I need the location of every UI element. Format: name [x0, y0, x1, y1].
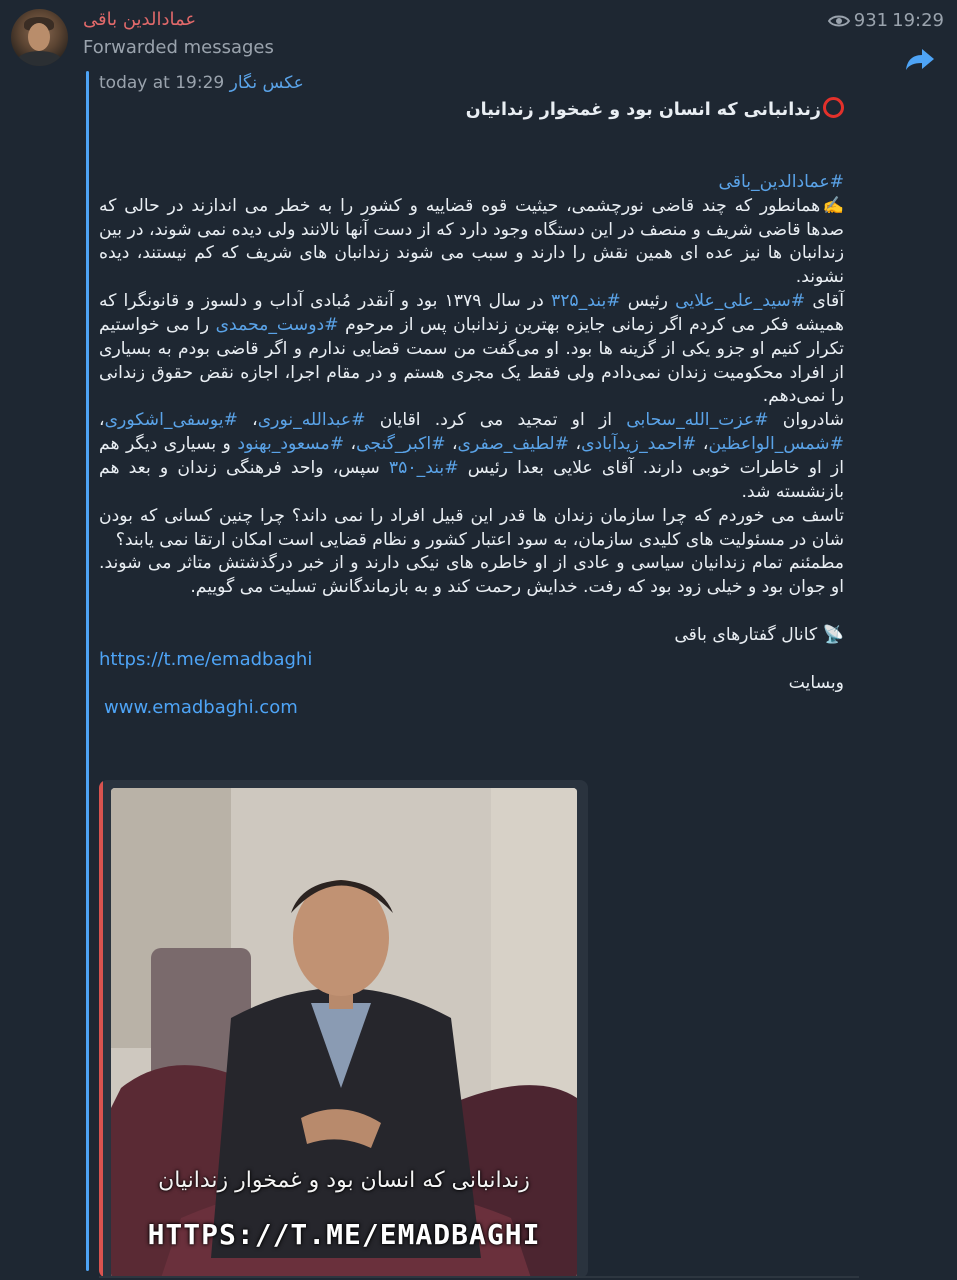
- media-card-strip: [99, 780, 103, 1278]
- post-title: زندانبانی که انسان بود و غمخوار زندانیان: [99, 97, 844, 123]
- media-preview-card[interactable]: [99, 780, 588, 1278]
- photo-illustration: [111, 788, 577, 1278]
- avatar-body: [17, 51, 62, 66]
- message-body: [99, 97, 844, 719]
- message-time: 19:29: [892, 10, 944, 31]
- hashtag[interactable]: #مسعود_بهنود: [237, 434, 345, 455]
- author-hashtag-line: [99, 171, 844, 195]
- paragraph-2: آقای #سید_علی_علایی رئیس #بند_۳۲۵ در سال ۱۳۷۹ بود و آنقدر مُبادی آداب و دلسوز و قانونگرا که همیشه فکر می کردم اگر زمانی جایزه بهترین زندانبان پس از مرحوم #دوست_محمدی را می خواستیم تکرار کنیم او جزو یکی از گزینه ها بود. او می‌گفت من سمت قضایی ندارم و اگر قاضی بودم به بسیاری از افراد محکومیت زندان نمی‌دادم ولی فقط یک مجری هستم و در مقام اجرا، اجازه نقض حقوق زندانی را نمی‌دهم.: [99, 291, 845, 407]
- hashtag[interactable]: #دوست_محمدی: [215, 314, 339, 335]
- hashtag[interactable]: #بند_۳۵۰: [388, 457, 459, 478]
- hashtag[interactable]: #اکبر_گنجی: [356, 434, 446, 455]
- hashtag[interactable]: #یوسفی_اشکوری: [104, 410, 238, 431]
- original-date: today at 19:29: [99, 73, 225, 93]
- photo-caption: زندانبانی که انسان بود و غمخوار زندانیان: [158, 1168, 530, 1193]
- hashtag[interactable]: #شمس_الواعظین: [708, 434, 844, 455]
- original-post-meta: [99, 73, 304, 93]
- hashtag[interactable]: #بند_۳۲۵: [550, 291, 621, 312]
- eye-icon: [828, 14, 850, 28]
- hashtag[interactable]: #عزت_الله_سحابی: [626, 410, 769, 431]
- share-forward-icon[interactable]: [905, 47, 935, 71]
- post-photo[interactable]: [111, 788, 577, 1278]
- hashtag[interactable]: #سید_علی_علایی: [675, 291, 806, 312]
- hashtag[interactable]: #احمد_زیدآبادی: [581, 434, 697, 455]
- message-meta: [828, 10, 944, 31]
- website-link[interactable]: www.emadbaghi.com: [104, 696, 298, 718]
- avatar-face: [28, 23, 50, 51]
- forwarded-label: Forwarded messages: [83, 37, 274, 58]
- sender-avatar[interactable]: [11, 9, 68, 66]
- paragraph-1: ✍️همانطور که چند قاضی نورچشمی، حیثیت قوه قضاییه و کشور را به خطر می اندازند در حالی که صدها قاضی شریف و منصف در این دستگاه وجود دارد که از دست آنها نالانند ولی دیده نمی شوند، در بین زندانبان ها نیز عده ای همین نقش را دارند و سبب می شوند زندانبان های شریف که کم نیستند، دیده نشوند.: [99, 195, 844, 288]
- photo-watermark-url: HTTPS://T.ME/EMADBAGHI: [147, 1218, 541, 1251]
- hashtag[interactable]: #عبدالله_نوری: [257, 410, 366, 431]
- paragraph-4: تاسف می خوردم که چرا سازمان زندان ها قدر این قبیل افراد را نمی داند؟ چرا چنین کسانی که بودن شان در مسئولیت های کلیدی سازمان، به سود اعتبار کشور و نظام قضایی است امکان ارتقا نمی یابند؟: [99, 505, 844, 550]
- bottom-divider: [99, 1276, 859, 1278]
- paragraph-3: شادروان #عزت_الله_سحابی از او تمجید می کرد. اقایان #عبدالله_نوری، #یوسفی_اشکوری، #شمس_الواعظین، #احمد_زیدآبادی، #لطیف_صفری، #اکبر_گنجی، #مسعود_بهنود و بسیاری دیگر هم از او خاطرات خوبی دارند. آقای علایی بعدا رئیس #بند_۳۵۰ سپس، واحد فرهنگی زندان و بعد هم بازنشسته شد.: [99, 410, 844, 502]
- sender-name[interactable]: عمادالدین باقی: [83, 9, 197, 30]
- hashtag[interactable]: #لطیف_صفری: [457, 434, 570, 455]
- red-circle-icon: [823, 97, 844, 118]
- website-label: وبسایت: [788, 672, 844, 693]
- channel-label: 📡 کانال گفتارهای باقی: [674, 625, 844, 646]
- view-count: 931: [853, 10, 889, 31]
- channel-link[interactable]: https://t.me/emadbaghi: [99, 648, 313, 670]
- hashtag-author[interactable]: #عمادالدین_باقی: [718, 171, 844, 192]
- forward-quote-bar: [86, 71, 89, 1271]
- paragraph-5: مطمئنم تمام زندانیان سیاسی و عادی از او خاطره های نیکی دارند و از خبر درگذشتش متاثر می شوند. او جوان بود و خیلی زود بود که رفت. خدایش رحمت کند و به بازماندگانش تسلیت می گوییم.: [99, 553, 844, 598]
- original-author[interactable]: عکس نگار: [229, 73, 304, 93]
